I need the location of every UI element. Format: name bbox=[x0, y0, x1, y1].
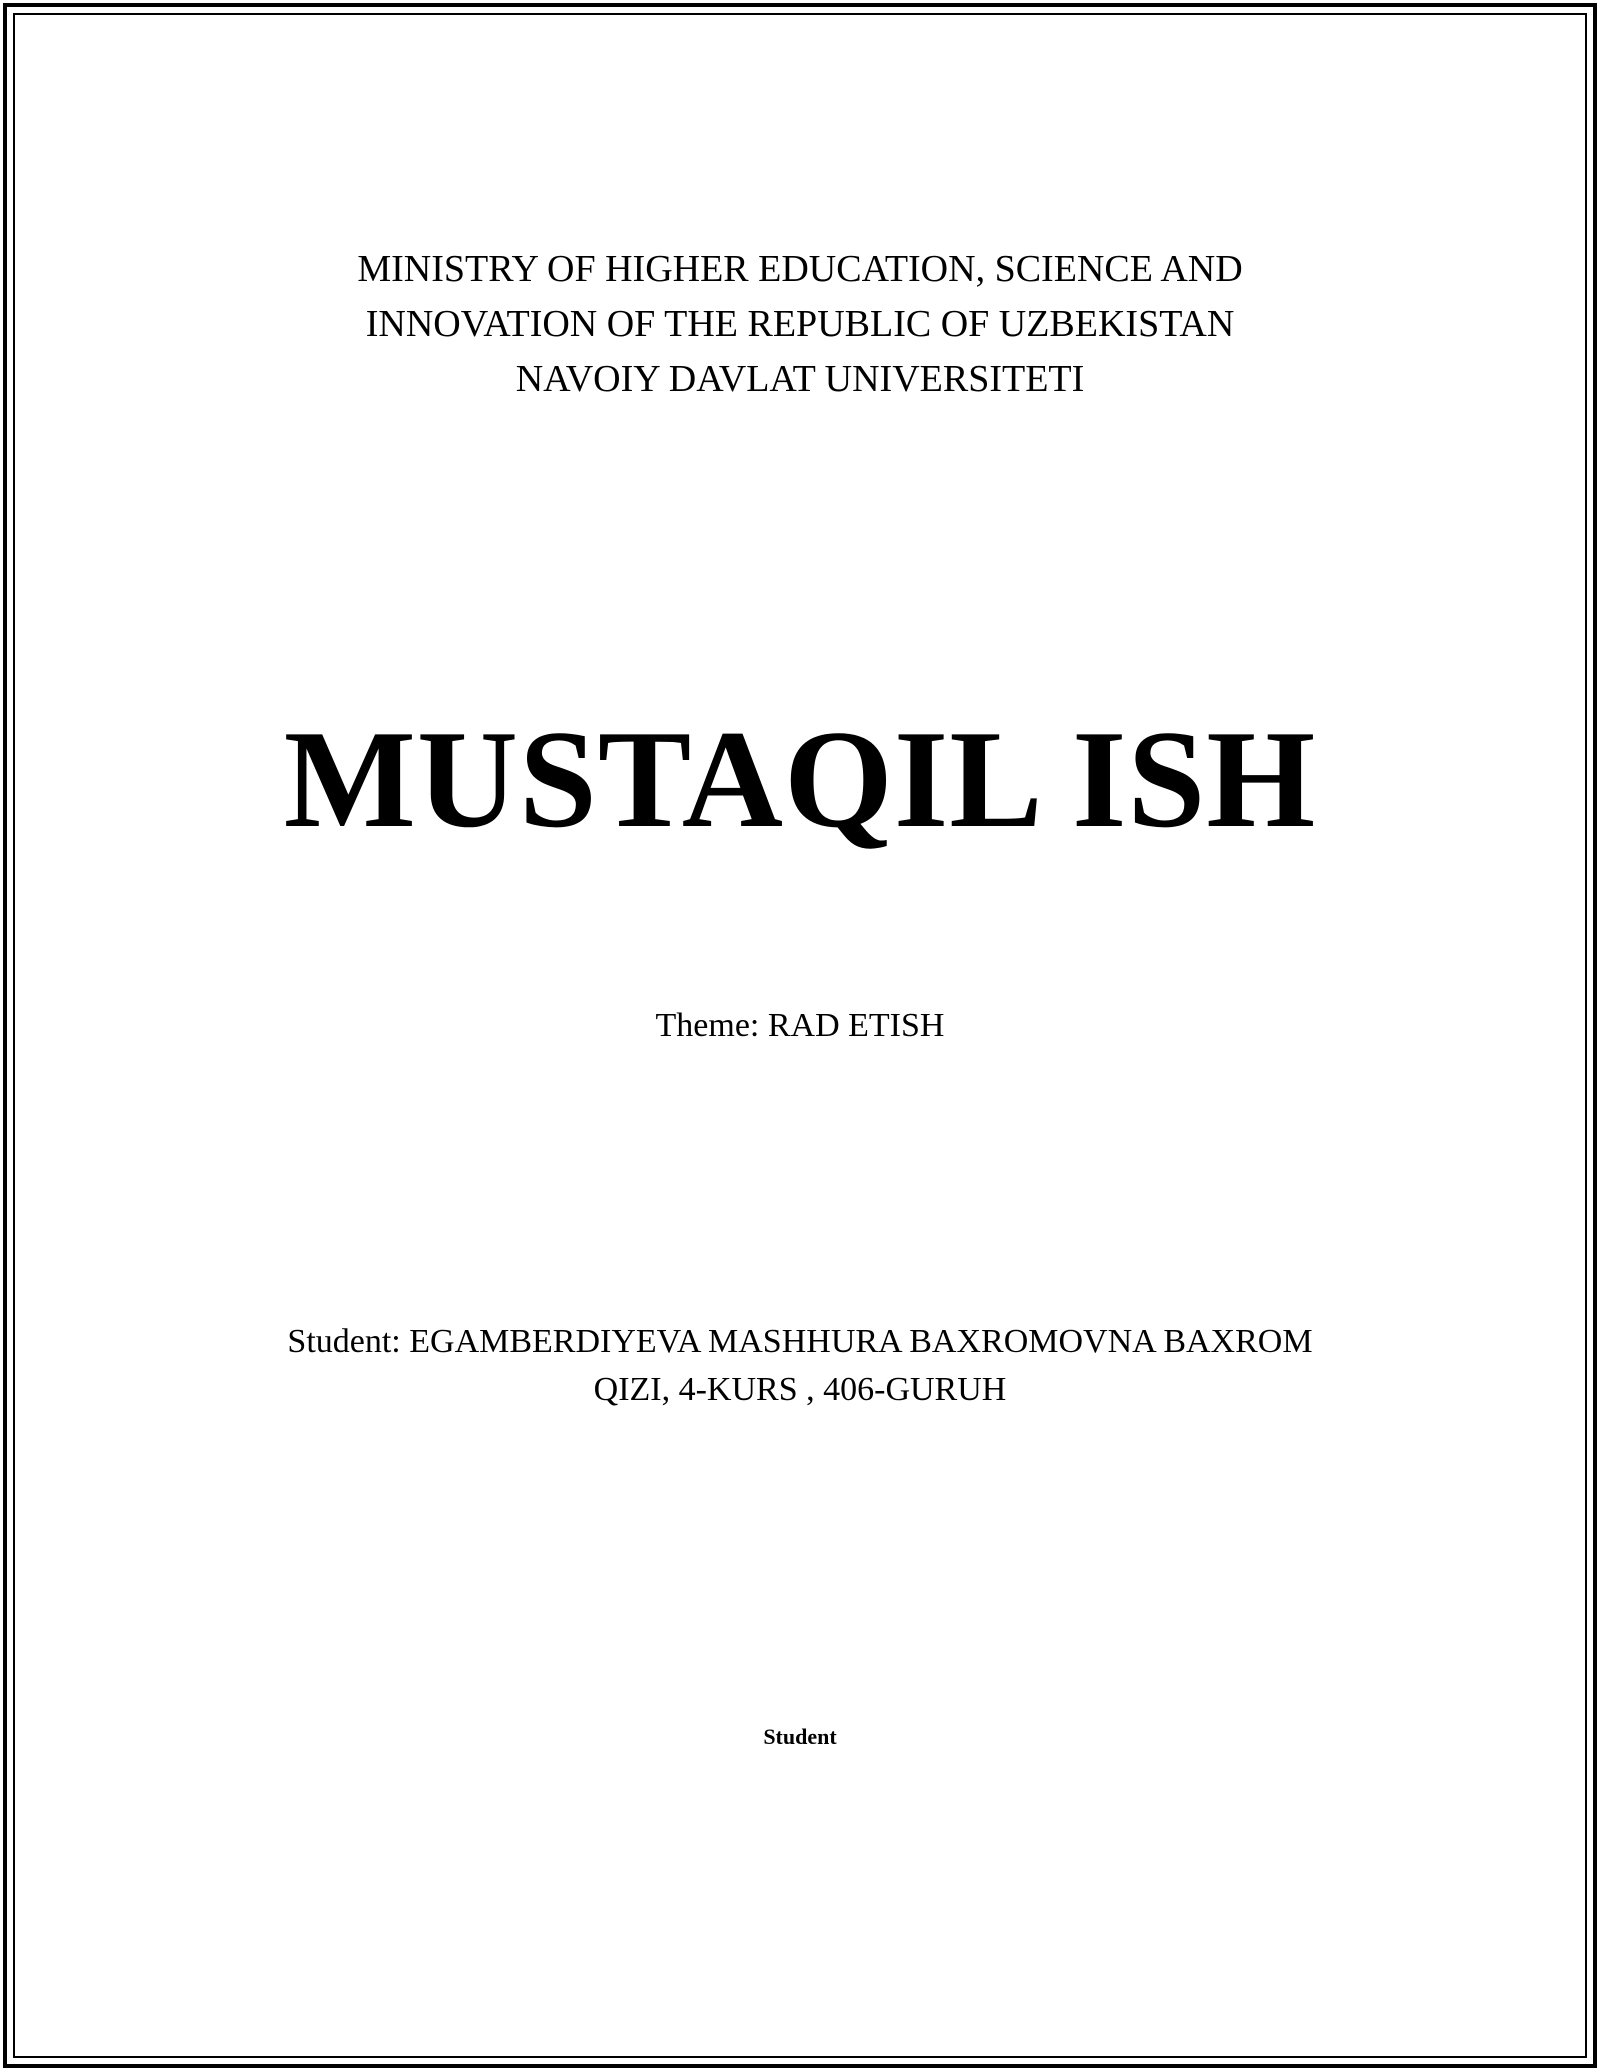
ministry-line-2: INNOVATION OF THE REPUBLIC OF UZBEKISTAN bbox=[365, 303, 1235, 345]
student-line-1: Student: EGAMBERDIYEVA MASHHURA BAXROMOVNA BAXROM bbox=[287, 1323, 1313, 1360]
ministry-line-1: MINISTRY OF HIGHER EDUCATION, SCIENCE AND bbox=[357, 248, 1243, 290]
document-title: MUSTAQIL ISH bbox=[283, 702, 1317, 857]
ministry-header bbox=[0, 242, 1600, 407]
theme-line: Theme: RAD ETISH bbox=[655, 1007, 945, 1044]
university-name: NAVOIY DAVLAT UNIVERSITETI bbox=[515, 358, 1085, 400]
student-footer-label: Student bbox=[763, 1724, 837, 1749]
student-info bbox=[0, 1318, 1600, 1414]
student-line-2: QIZI, 4-KURS , 406-GURUH bbox=[593, 1371, 1007, 1408]
